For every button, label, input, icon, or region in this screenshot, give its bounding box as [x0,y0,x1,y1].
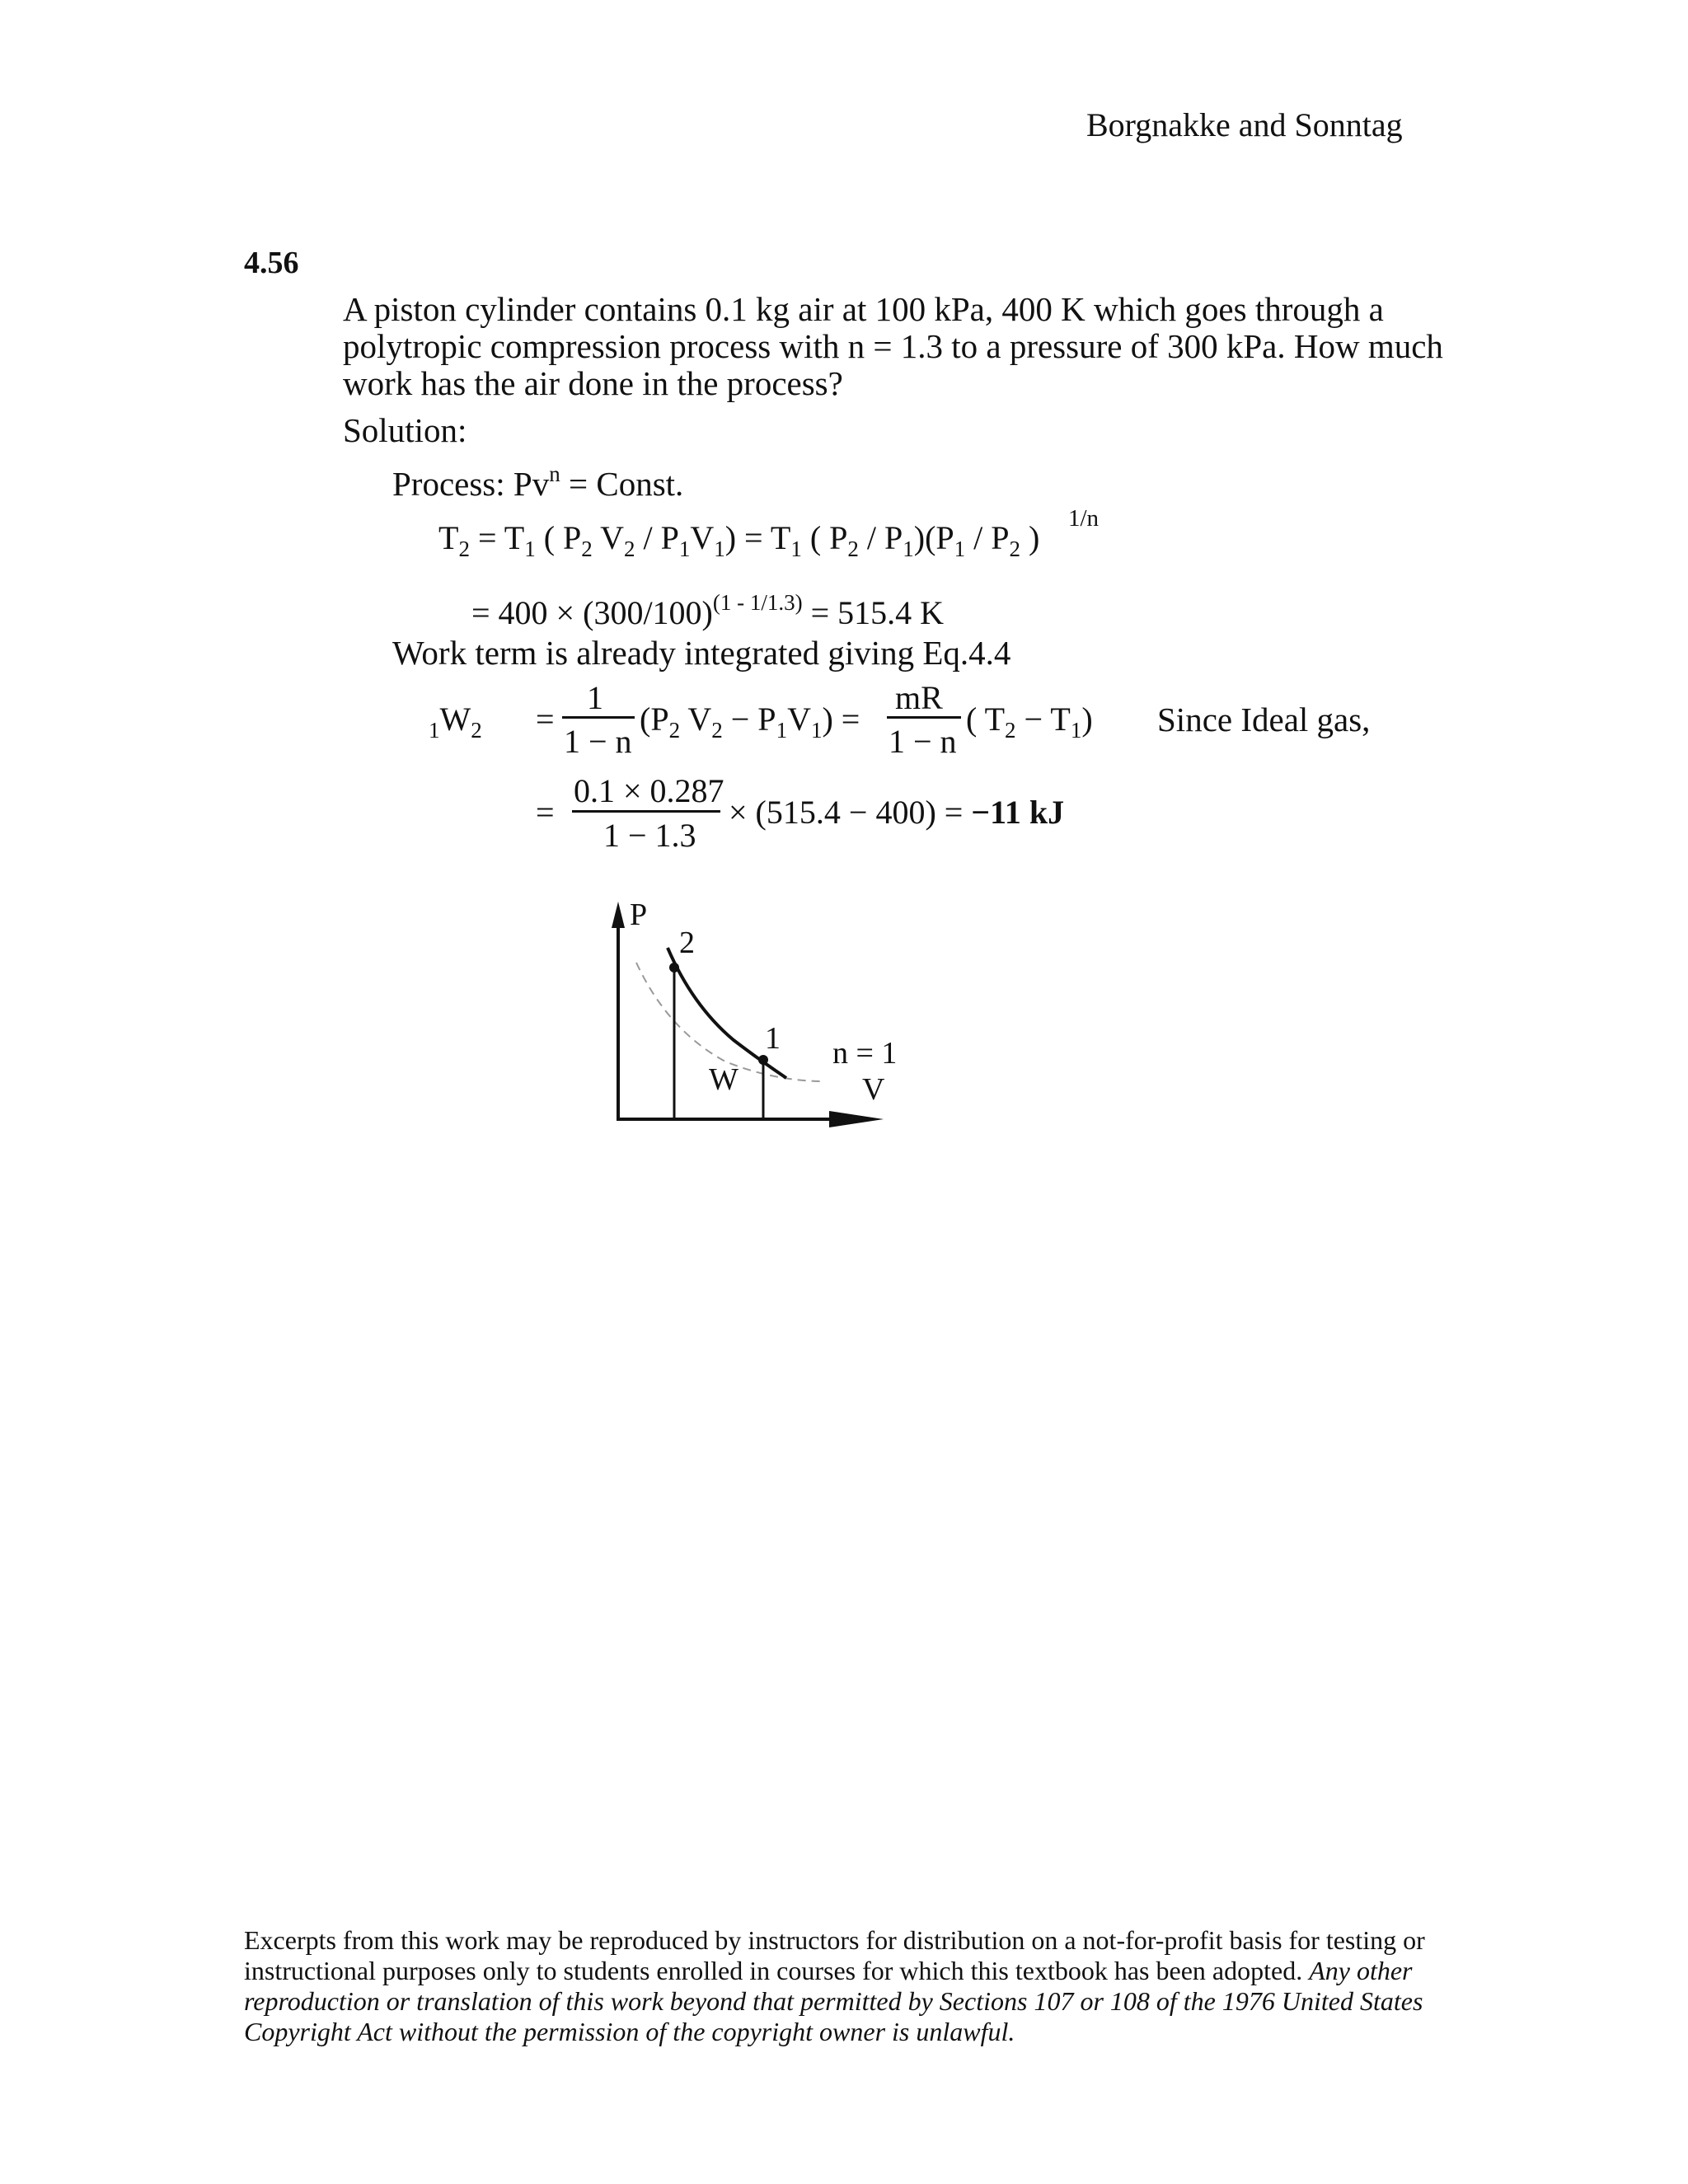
pv-expression: ($P_2$ $V_2 - P_1V_1$) = [640,701,860,743]
fraction-numerator: 1 [587,679,603,716]
work-computation: × (515.4 − 400) = −11 kJ [729,794,1065,831]
statement-line: A piston cylinder contains 0.1 kg air at 100 kPa, 400 K which goes through a [343,290,1384,328]
equals-sign: = [536,794,555,831]
process-equation [392,463,683,501]
process-exponent: n [549,462,560,486]
x-axis-label: V [862,1072,885,1107]
work-symbol: $_1W_2$ [429,701,482,743]
fraction-denominator: 1 − 1.3 [603,817,696,854]
fraction-bar [572,810,720,813]
work-intro: Work term is already integrated giving Eq.4.4 [392,634,1011,672]
fraction-bar [887,716,961,719]
equals-sign: = [536,701,555,738]
temperature-difference: ( $T_2 - T_1$) [966,701,1093,743]
copyright-warning: Any other reproduction or translation of this work beyond that permitted by Sections 107 or 108 of the 1976 United States Copyright Act without the permission of the copyright owner is unlawful. [244,1956,1423,2046]
fraction-denominator: 1 − n [889,723,957,760]
x-axis-arrow [829,1111,884,1127]
fraction-numerator: 0.1 × 0.287 [574,772,724,809]
y-axis-arrow [612,902,625,928]
statement-line: work has the air done in the process? [343,364,843,402]
y-axis-label: P [630,898,648,932]
pv-diagram [577,898,907,1146]
copyright-text: Excerpts from this work may be reproduced by instructors for distribution on a not-for-profit basis for testing or instructional purposes only to students enrolled in courses for which this textbook has been adopted. [244,1925,1425,1985]
t2-exponent: 1/n [1068,505,1100,532]
ideal-gas-note: Since Ideal gas, [1157,701,1371,738]
work-result: −11 kJ [971,794,1065,831]
copyright-notice [244,1925,1447,2047]
isotherm-label: n = 1 [832,1036,898,1071]
problem-number: 4.56 [244,246,299,280]
process-curve [668,948,786,1078]
process-text-end: = Const. [560,465,684,503]
process-text: Process: Pv [392,465,550,503]
fraction-bar [562,716,635,719]
fraction-numerator: mR [895,679,943,716]
statement-line: polytropic compression process with n = 1.3 to a pressure of 300 kPa. How much [343,327,1443,365]
state-2-point [669,963,679,972]
solution-label: Solution: [343,411,467,449]
state-1-label: 1 [765,1021,781,1056]
fraction-denominator: 1 − n [564,723,632,760]
state-2-label: 2 [679,926,695,960]
state-1-point [758,1055,768,1065]
work-area-label: W [709,1062,738,1097]
running-header: Borgnakke and Sonntag [1086,106,1403,143]
t2-numeric: = $400 \times (300/100)^{(1 - 1/1.3)} = 515.4$ K [471,590,945,631]
t2-equation: $T_2 = T_1$ ( $P_2$ $V_2 / P_1V_1) = T_1$ ( $P_2 / P_1)(P_1 / P_2$ ) [438,519,1040,561]
